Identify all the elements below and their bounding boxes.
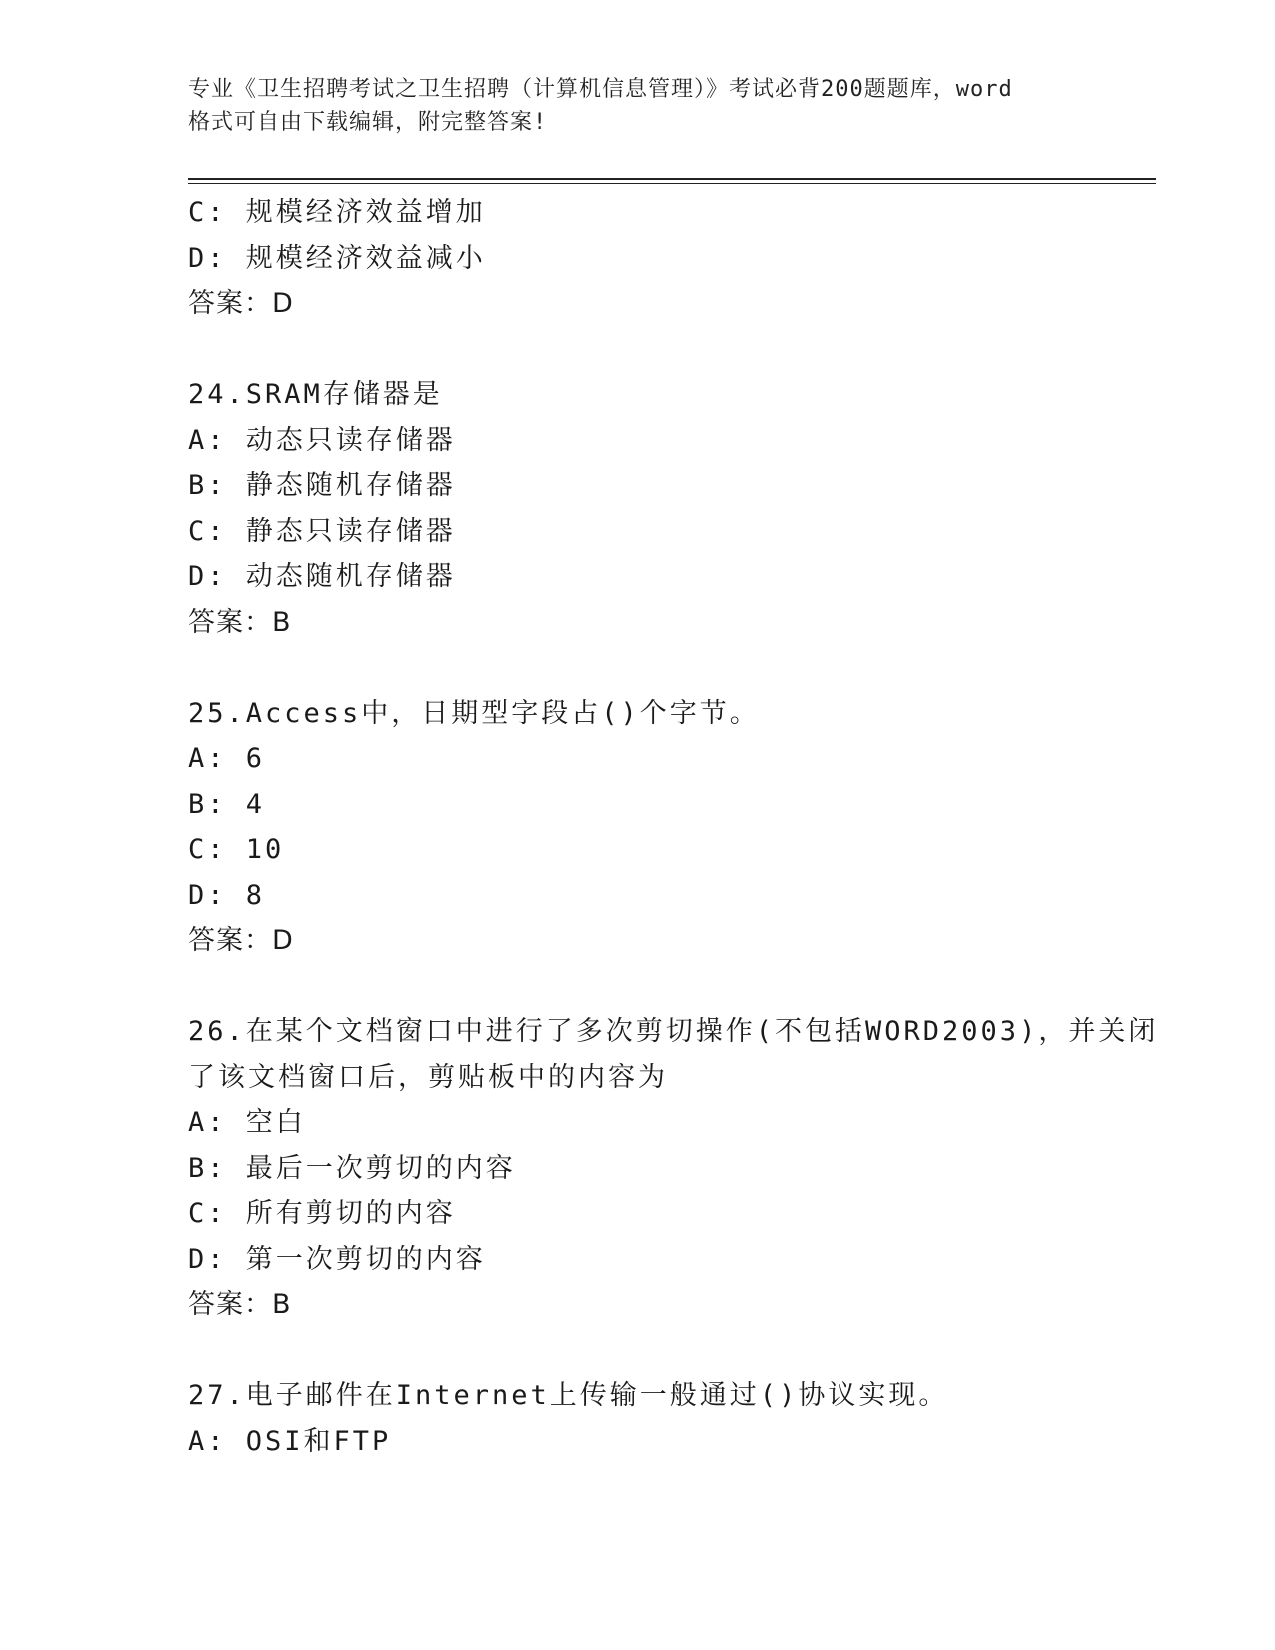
header-title-line-1: 专业《卫生招聘考试之卫生招聘（计算机信息管理）》考试必背200题题库，word bbox=[188, 77, 1013, 102]
answer: 答案：D bbox=[188, 288, 294, 319]
spacer bbox=[188, 1328, 1108, 1374]
question-list bbox=[188, 190, 1159, 1464]
spacer bbox=[188, 964, 1108, 1010]
question-stem-line-1: 26.在某个文档窗口中进行了多次剪切操作(不包括WORD2003)，并关闭 bbox=[188, 1016, 1159, 1047]
option-a: A: 动态只读存储器 bbox=[188, 424, 456, 456]
question-stem: 27.电子邮件在Internet上传输一般通过()协议实现。 bbox=[188, 1380, 949, 1411]
document-header bbox=[188, 73, 1088, 139]
option-a: A: 空白 bbox=[188, 1107, 306, 1138]
option-b: B: 4 bbox=[188, 788, 266, 820]
spacer bbox=[188, 327, 1108, 373]
option-c: C: 静态只读存储器 bbox=[188, 515, 456, 547]
spacer bbox=[188, 645, 1108, 691]
header-divider-bottom bbox=[188, 183, 1156, 184]
option-d: D: 第一次剪切的内容 bbox=[188, 1243, 486, 1275]
option-b: B: 静态随机存储器 bbox=[188, 470, 456, 501]
header-title-line-2: 格式可自由下载编辑，附完整答案! bbox=[188, 110, 548, 135]
question-stem: 24.SRAM存储器是 bbox=[188, 379, 443, 410]
header-divider-top bbox=[188, 178, 1156, 180]
answer: 答案：D bbox=[188, 925, 294, 956]
answer: 答案：B bbox=[188, 1289, 292, 1320]
question-stem: 25.Access中，日期型字段占()个字节。 bbox=[188, 697, 760, 729]
option-c: C: 10 bbox=[188, 834, 285, 865]
answer: 答案：B bbox=[188, 606, 292, 638]
option-a: A: OSI和FTP bbox=[188, 1425, 392, 1457]
option-c: C: 所有剪切的内容 bbox=[188, 1198, 456, 1229]
option-c: C: 规模经济效益增加 bbox=[188, 197, 486, 228]
question-stem-line-2: 了该文档窗口后，剪贴板中的内容为 bbox=[188, 1061, 668, 1093]
option-d: D: 动态随机存储器 bbox=[188, 561, 456, 592]
option-d: D: 8 bbox=[188, 879, 266, 911]
option-a: A: 6 bbox=[188, 743, 266, 774]
option-d: D: 规模经济效益减小 bbox=[188, 242, 486, 274]
option-b: B: 最后一次剪切的内容 bbox=[188, 1152, 516, 1184]
